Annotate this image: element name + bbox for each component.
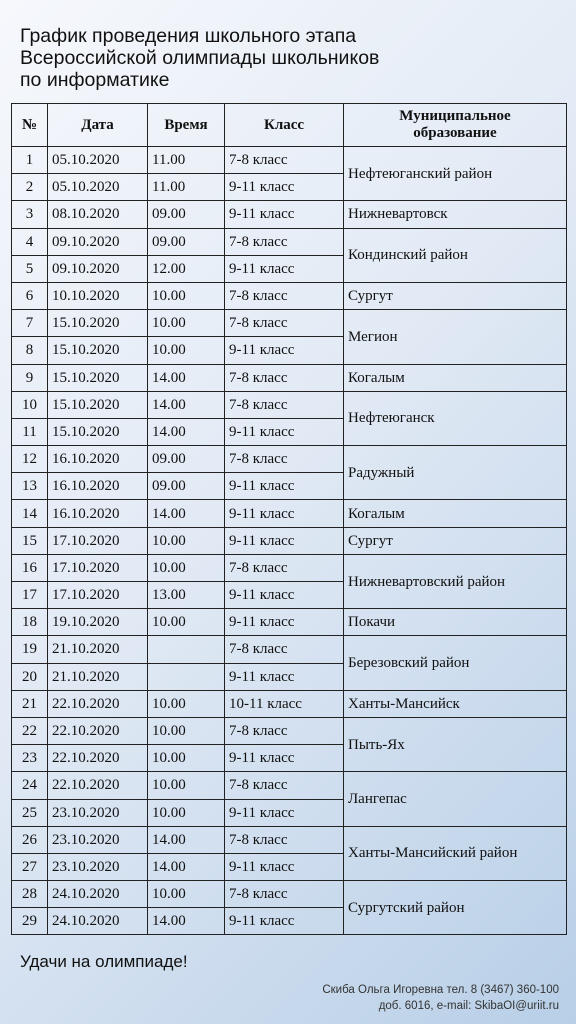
table-row — [12, 717, 567, 744]
cell-time: 10.00 — [148, 527, 225, 554]
cell-date: 15.10.2020 — [48, 310, 148, 337]
title-line-3: по информатике — [20, 69, 170, 91]
cell-municipality: Нефтеюганский район — [344, 147, 567, 201]
table-row — [12, 881, 567, 908]
cell-class: 9-11 класс — [225, 609, 344, 636]
table-row — [12, 446, 567, 473]
cell-date: 16.10.2020 — [48, 500, 148, 527]
cell-num: 3 — [12, 201, 48, 228]
cell-municipality: Лангепас — [344, 772, 567, 826]
table-row — [12, 391, 567, 418]
cell-num: 7 — [12, 310, 48, 337]
cell-num: 6 — [12, 282, 48, 309]
cell-date: 15.10.2020 — [48, 391, 148, 418]
title-line-2: Всероссийской олимпиады школьников — [20, 47, 380, 69]
table-row — [12, 310, 567, 337]
cell-time — [148, 636, 225, 663]
cell-num: 27 — [12, 853, 48, 880]
schedule-table — [11, 103, 567, 935]
cell-class: 9-11 класс — [225, 663, 344, 690]
cell-municipality: Сургут — [344, 282, 567, 309]
table-row — [12, 228, 567, 255]
cell-class: 9-11 класс — [225, 527, 344, 554]
cell-time: 12.00 — [148, 255, 225, 282]
cell-num: 2 — [12, 174, 48, 201]
cell-time: 14.00 — [148, 908, 225, 935]
cell-time: 10.00 — [148, 717, 225, 744]
header-date: Дата — [48, 104, 148, 147]
cell-time: 10.00 — [148, 745, 225, 772]
contact-info — [322, 982, 559, 1014]
cell-class: 9-11 класс — [225, 201, 344, 228]
cell-municipality: Когалым — [344, 364, 567, 391]
cell-date: 17.10.2020 — [48, 554, 148, 581]
cell-class: 7-8 класс — [225, 310, 344, 337]
cell-date: 24.10.2020 — [48, 881, 148, 908]
cell-time: 14.00 — [148, 391, 225, 418]
cell-municipality: Покачи — [344, 609, 567, 636]
cell-num: 1 — [12, 147, 48, 174]
table-row — [12, 636, 567, 663]
cell-class: 7-8 класс — [225, 282, 344, 309]
cell-class: 9-11 класс — [225, 174, 344, 201]
cell-class: 7-8 класс — [225, 772, 344, 799]
cell-time: 10.00 — [148, 690, 225, 717]
cell-time: 10.00 — [148, 337, 225, 364]
table-row — [12, 609, 567, 636]
cell-class: 7-8 класс — [225, 228, 344, 255]
cell-class: 7-8 класс — [225, 881, 344, 908]
cell-class: 7-8 класс — [225, 364, 344, 391]
cell-municipality: Ханты-Мансийский район — [344, 826, 567, 880]
cell-num: 10 — [12, 391, 48, 418]
cell-num: 5 — [12, 255, 48, 282]
title-line-1: График проведения школьного этапа — [20, 25, 357, 47]
cell-class: 9-11 класс — [225, 582, 344, 609]
cell-time: 10.00 — [148, 282, 225, 309]
cell-time: 10.00 — [148, 772, 225, 799]
cell-municipality: Пыть-Ях — [344, 717, 567, 771]
table-row — [12, 690, 567, 717]
cell-date: 17.10.2020 — [48, 527, 148, 554]
cell-time: 09.00 — [148, 446, 225, 473]
cell-time: 10.00 — [148, 609, 225, 636]
cell-date: 23.10.2020 — [48, 799, 148, 826]
cell-municipality: Нефтеюганск — [344, 391, 567, 445]
cell-date: 05.10.2020 — [48, 174, 148, 201]
cell-date: 19.10.2020 — [48, 609, 148, 636]
cell-num: 8 — [12, 337, 48, 364]
cell-time: 09.00 — [148, 228, 225, 255]
cell-class: 9-11 класс — [225, 337, 344, 364]
cell-class: 7-8 класс — [225, 717, 344, 744]
table-row — [12, 364, 567, 391]
header-municipality — [344, 104, 567, 147]
cell-date: 17.10.2020 — [48, 582, 148, 609]
cell-num: 13 — [12, 473, 48, 500]
table-row — [12, 500, 567, 527]
cell-date: 22.10.2020 — [48, 717, 148, 744]
cell-num: 19 — [12, 636, 48, 663]
cell-class: 7-8 класс — [225, 147, 344, 174]
table-row — [12, 201, 567, 228]
header-time: Время — [148, 104, 225, 147]
cell-date: 15.10.2020 — [48, 364, 148, 391]
cell-time: 14.00 — [148, 826, 225, 853]
cell-time: 14.00 — [148, 418, 225, 445]
cell-num: 15 — [12, 527, 48, 554]
cell-time: 13.00 — [148, 582, 225, 609]
cell-class: 9-11 класс — [225, 853, 344, 880]
cell-num: 11 — [12, 418, 48, 445]
cell-num: 14 — [12, 500, 48, 527]
cell-municipality: Ханты-Мансийск — [344, 690, 567, 717]
table-row — [12, 282, 567, 309]
cell-time: 10.00 — [148, 881, 225, 908]
cell-class: 7-8 класс — [225, 391, 344, 418]
cell-num: 24 — [12, 772, 48, 799]
cell-num: 4 — [12, 228, 48, 255]
cell-time: 10.00 — [148, 310, 225, 337]
table-row — [12, 826, 567, 853]
cell-date: 15.10.2020 — [48, 337, 148, 364]
cell-time: 09.00 — [148, 473, 225, 500]
cell-date: 08.10.2020 — [48, 201, 148, 228]
cell-date: 22.10.2020 — [48, 690, 148, 717]
cell-num: 12 — [12, 446, 48, 473]
cell-class: 7-8 класс — [225, 826, 344, 853]
table-row — [12, 772, 567, 799]
cell-date: 05.10.2020 — [48, 147, 148, 174]
contact-line-1: Скиба Ольга Игоревна тел. 8 (3467) 360-100 — [322, 984, 559, 996]
cell-date: 23.10.2020 — [48, 853, 148, 880]
table-row — [12, 527, 567, 554]
cell-num: 17 — [12, 582, 48, 609]
cell-municipality: Кондинский район — [344, 228, 567, 282]
header-municipality-line1: Муниципальное — [399, 108, 511, 124]
cell-municipality: Нижневартовск — [344, 201, 567, 228]
cell-num: 28 — [12, 881, 48, 908]
cell-time: 11.00 — [148, 147, 225, 174]
cell-date: 10.10.2020 — [48, 282, 148, 309]
cell-num: 9 — [12, 364, 48, 391]
cell-date: 23.10.2020 — [48, 826, 148, 853]
cell-date: 09.10.2020 — [48, 255, 148, 282]
cell-date: 22.10.2020 — [48, 772, 148, 799]
cell-date: 21.10.2020 — [48, 663, 148, 690]
cell-date: 15.10.2020 — [48, 418, 148, 445]
cell-num: 26 — [12, 826, 48, 853]
cell-class: 9-11 класс — [225, 745, 344, 772]
cell-date: 24.10.2020 — [48, 908, 148, 935]
cell-time: 14.00 — [148, 364, 225, 391]
header-municipality-line2: образование — [413, 125, 497, 141]
cell-time — [148, 663, 225, 690]
cell-class: 7-8 класс — [225, 636, 344, 663]
cell-class: 9-11 класс — [225, 255, 344, 282]
cell-class: 9-11 класс — [225, 799, 344, 826]
cell-class: 9-11 класс — [225, 473, 344, 500]
cell-date: 21.10.2020 — [48, 636, 148, 663]
cell-class: 7-8 класс — [225, 446, 344, 473]
good-luck-text: Удачи на олимпиаде! — [20, 952, 188, 971]
cell-class: 10-11 класс — [225, 690, 344, 717]
cell-time: 10.00 — [148, 799, 225, 826]
cell-date: 09.10.2020 — [48, 228, 148, 255]
cell-time: 11.00 — [148, 174, 225, 201]
table-row — [12, 554, 567, 581]
cell-date: 16.10.2020 — [48, 446, 148, 473]
cell-municipality: Когалым — [344, 500, 567, 527]
cell-time: 09.00 — [148, 201, 225, 228]
table-header-row — [12, 104, 567, 147]
header-class: Класс — [225, 104, 344, 147]
cell-time: 14.00 — [148, 853, 225, 880]
page-title — [20, 25, 540, 91]
table-row — [12, 147, 567, 174]
cell-class: 9-11 класс — [225, 908, 344, 935]
cell-time: 10.00 — [148, 554, 225, 581]
cell-date: 16.10.2020 — [48, 473, 148, 500]
cell-class: 9-11 класс — [225, 418, 344, 445]
header-num: № — [12, 104, 48, 147]
cell-municipality: Радужный — [344, 446, 567, 500]
cell-class: 7-8 класс — [225, 554, 344, 581]
cell-municipality: Сургут — [344, 527, 567, 554]
contact-line-2: доб. 6016, e-mail: SkibaOI@uriit.ru — [378, 1000, 559, 1012]
cell-num: 21 — [12, 690, 48, 717]
cell-municipality: Березовский район — [344, 636, 567, 690]
cell-num: 29 — [12, 908, 48, 935]
cell-date: 22.10.2020 — [48, 745, 148, 772]
cell-num: 20 — [12, 663, 48, 690]
cell-num: 25 — [12, 799, 48, 826]
table-body — [12, 147, 567, 935]
cell-num: 23 — [12, 745, 48, 772]
cell-num: 22 — [12, 717, 48, 744]
cell-municipality: Сургутский район — [344, 881, 567, 935]
cell-time: 14.00 — [148, 500, 225, 527]
cell-municipality: Нижневартовский район — [344, 554, 567, 608]
cell-municipality: Мегион — [344, 310, 567, 364]
cell-num: 18 — [12, 609, 48, 636]
cell-num: 16 — [12, 554, 48, 581]
cell-class: 9-11 класс — [225, 500, 344, 527]
